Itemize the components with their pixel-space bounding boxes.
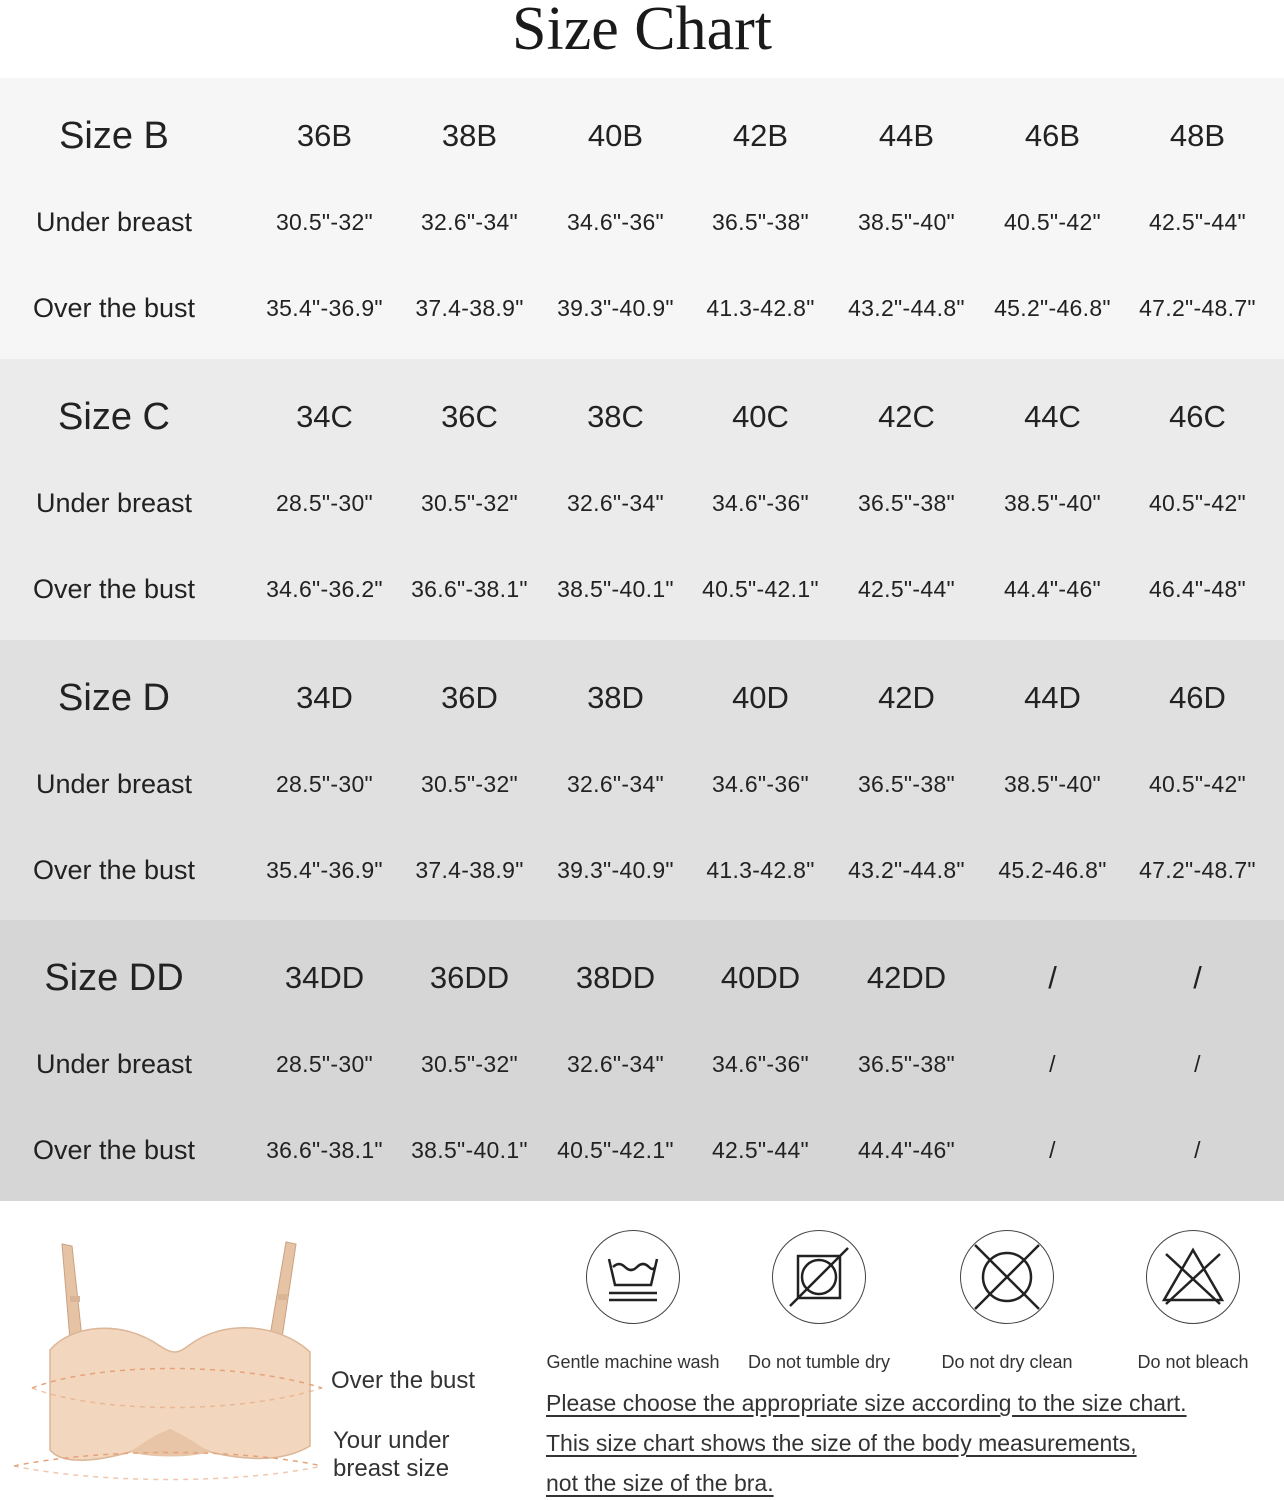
measure-cell: 36.5"-38": [857, 490, 956, 516]
measure-cell: 36.6"-38.1": [411, 576, 528, 602]
size-row: [0, 948, 1284, 1008]
measure-cell: 43.2"-44.8": [848, 857, 965, 883]
under-breast-row: [0, 754, 1284, 814]
measure-cell: 41.3-42.8": [706, 295, 815, 321]
do-not-bleach-icon: [1146, 1230, 1240, 1324]
measure-cell: 43.2"-44.8": [848, 295, 965, 321]
size-cell: 38DD: [575, 960, 656, 995]
measure-cell: 32.6"-34": [566, 1051, 665, 1077]
size-cell: 36B: [296, 118, 353, 153]
care-gentle-wash: [538, 1230, 728, 1373]
row-label: Over the bust: [32, 1135, 196, 1165]
under-breast-label: [333, 1427, 450, 1483]
measure-cell: 45.2-46.8": [998, 857, 1107, 883]
size-cell: 40D: [732, 680, 789, 715]
measure-cell: 45.2"-46.8": [994, 295, 1111, 321]
size-cell: 36C: [441, 399, 498, 434]
size-cell: 42D: [878, 680, 935, 715]
size-label: Size DD: [44, 957, 184, 999]
over-the-bust-label: Over the bust: [331, 1367, 476, 1394]
size-cell: 44D: [1024, 680, 1081, 715]
measure-cell: 39.3"-40.9": [557, 857, 674, 883]
measure-cell: 38.5"-40.1": [557, 576, 674, 602]
size-cell: 44C: [1024, 399, 1081, 434]
measure-cell: 46.4"-48": [1148, 576, 1247, 602]
measure-cell: 30.5"-32": [420, 771, 519, 797]
page-title: Size Chart: [512, 0, 772, 63]
measure-cell: 47.2"-48.7": [1139, 857, 1256, 883]
size-cell: 46C: [1169, 399, 1226, 434]
measure-cell: 44.4"-46": [1003, 576, 1102, 602]
size-dd-table: [0, 920, 1284, 1201]
row-label: Over the bust: [32, 855, 196, 885]
size-cell: 42B: [732, 118, 789, 153]
do-not-dry-clean-icon: [960, 1230, 1054, 1324]
measure-cell: 32.6"-34": [566, 771, 665, 797]
measure-cell: 47.2"-48.7": [1139, 295, 1256, 321]
measure-cell: 36.5"-38": [857, 1051, 956, 1077]
size-cell: 40DD: [720, 960, 801, 995]
measure-cell: 44.4"-46": [857, 1137, 956, 1163]
size-cell: 38B: [441, 118, 498, 153]
row-label: Under breast: [35, 1049, 193, 1079]
measure-cell: /: [1194, 1051, 1201, 1077]
measure-cell: 38.5"-40": [1003, 771, 1102, 797]
size-note-line: Please choose the appropriate size according to the size chart.: [546, 1390, 1187, 1416]
under-breast-row: [0, 1034, 1284, 1094]
measure-cell: 38.5"-40.1": [411, 1137, 528, 1163]
measure-cell: 28.5"-30": [275, 1051, 374, 1077]
measure-cell: 34.6"-36": [711, 490, 810, 516]
care-label: Do not bleach: [1137, 1352, 1249, 1372]
size-label: Size D: [58, 677, 170, 719]
row-label: Under breast: [35, 769, 193, 799]
row-label: Over the bust: [32, 293, 196, 323]
do-not-tumble-dry-icon: [772, 1230, 866, 1324]
measure-cell: 34.6"-36": [566, 209, 665, 235]
size-d-table: [0, 640, 1284, 921]
care-label: Gentle machine wash: [546, 1352, 720, 1372]
measure-cell: 34.6"-36.2": [266, 576, 383, 602]
row-label: Over the bust: [32, 574, 196, 604]
measure-cell: 38.5"-40": [1003, 490, 1102, 516]
under-breast-row: [0, 192, 1284, 252]
measure-cell: 28.5"-30": [275, 490, 374, 516]
measure-cell: 42.5"-44": [1148, 209, 1247, 235]
size-cell: 48B: [1169, 118, 1226, 153]
size-row: [0, 668, 1284, 728]
measure-cell: 39.3"-40.9": [557, 295, 674, 321]
size-row: [0, 106, 1284, 166]
care-no-tumble: [724, 1230, 914, 1373]
size-cell: 40B: [587, 118, 644, 153]
care-no-dry-clean: [912, 1230, 1102, 1373]
size-cell: 34DD: [284, 960, 365, 995]
over-bust-row: [0, 840, 1284, 900]
measure-cell: 30.5"-32": [420, 490, 519, 516]
measure-cell: /: [1049, 1137, 1056, 1163]
measure-cell: 40.5"-42": [1148, 490, 1247, 516]
size-note-line: This size chart shows the size of the body measurements,: [546, 1430, 1137, 1456]
under-breast-label-line1: Your under: [333, 1427, 450, 1454]
measure-cell: 35.4"-36.9": [266, 295, 383, 321]
measure-cell: 34.6"-36": [711, 771, 810, 797]
size-cell: 34C: [296, 399, 353, 434]
size-cell: 40C: [732, 399, 789, 434]
size-cell: /: [1193, 960, 1202, 995]
measure-cell: 40.5"-42": [1003, 209, 1102, 235]
size-cell: 38D: [587, 680, 644, 715]
measure-cell: 36.5"-38": [711, 209, 810, 235]
care-label: Do not tumble dry: [747, 1352, 891, 1372]
over-bust-row: [0, 1120, 1284, 1180]
care-label: Do not dry clean: [941, 1352, 1073, 1372]
measure-cell: 35.4"-36.9": [266, 857, 383, 883]
size-cell: 44B: [878, 118, 935, 153]
size-cell: 42C: [878, 399, 935, 434]
size-cell: 46D: [1169, 680, 1226, 715]
row-label: Under breast: [35, 488, 193, 518]
measure-cell: 30.5"-32": [420, 1051, 519, 1077]
over-bust-row: [0, 278, 1284, 338]
measure-cell: 36.5"-38": [857, 771, 956, 797]
measure-cell: 42.5"-44": [857, 576, 956, 602]
measure-cell: 40.5"-42.1": [557, 1137, 674, 1163]
size-cell: 38C: [587, 399, 644, 434]
measure-cell: 40.5"-42": [1148, 771, 1247, 797]
measure-cell: 30.5"-32": [275, 209, 374, 235]
gentle-machine-wash-icon: [586, 1230, 680, 1324]
size-cell: /: [1048, 960, 1057, 995]
measure-cell: 41.3-42.8": [706, 857, 815, 883]
size-cell: 46B: [1024, 118, 1081, 153]
size-label: Size C: [58, 396, 170, 438]
size-row: [0, 387, 1284, 447]
size-cell: 36D: [441, 680, 498, 715]
size-cell: 34D: [296, 680, 353, 715]
care-no-bleach: [1098, 1230, 1284, 1373]
size-c-table: [0, 359, 1284, 640]
measure-cell: 37.4-38.9": [415, 857, 524, 883]
measure-cell: /: [1049, 1051, 1056, 1077]
measure-cell: 42.5"-44": [711, 1137, 810, 1163]
size-b-table: [0, 78, 1284, 359]
measure-cell: 36.6"-38.1": [266, 1137, 383, 1163]
size-cell: 36DD: [429, 960, 510, 995]
measure-cell: 32.6"-34": [420, 209, 519, 235]
measure-cell: 40.5"-42.1": [702, 576, 819, 602]
row-label: Under breast: [35, 207, 193, 237]
under-breast-label-line2: breast size: [333, 1455, 450, 1482]
size-cell: 42DD: [866, 960, 947, 995]
measure-cell: 32.6"-34": [566, 490, 665, 516]
size-note-line: not the size of the bra.: [546, 1470, 774, 1496]
under-breast-row: [0, 473, 1284, 533]
measure-cell: 28.5"-30": [275, 771, 374, 797]
measure-cell: 38.5"-40": [857, 209, 956, 235]
measure-cell: 37.4-38.9": [415, 295, 524, 321]
over-bust-row: [0, 559, 1284, 619]
measure-cell: /: [1194, 1137, 1201, 1163]
bra-illustration: [10, 1238, 330, 1488]
size-label: Size B: [59, 115, 169, 157]
measure-cell: 34.6"-36": [711, 1051, 810, 1077]
